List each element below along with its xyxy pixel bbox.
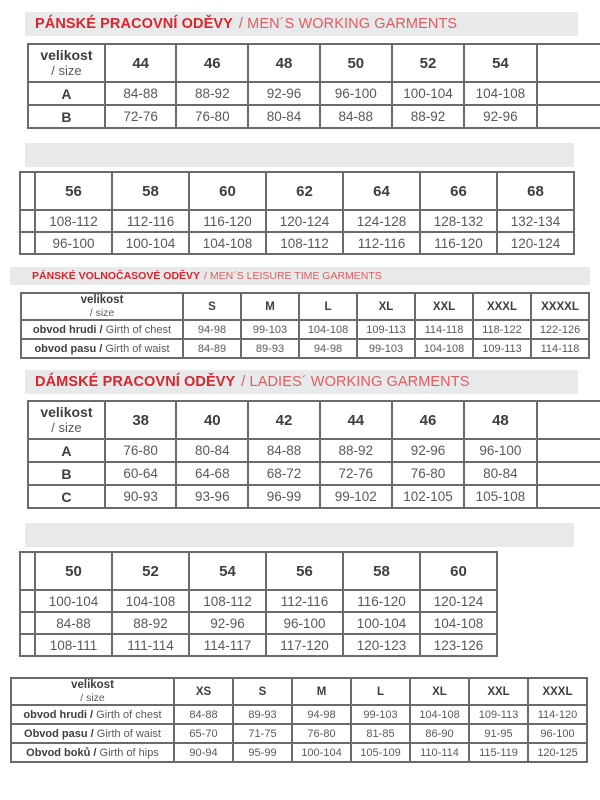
value-cell: 96-100 [266,612,343,634]
heading-english-text: / MEN´S WORKING GARMENTS [238,16,458,32]
value-cell: 108-112 [189,590,266,612]
ladies-letter-sizes-table [10,677,588,763]
value-cell: 104-108 [299,320,357,339]
ladies-working-sizes-table-50-60 [19,551,498,657]
size-header-cell: 42 [248,401,320,439]
value-cell: 124-128 [343,210,420,232]
value-cell: 72-76 [105,105,177,128]
value-cell: 60-64 [105,462,177,485]
value-cell: 102-105 [392,485,464,508]
value-cell: 114-118 [415,320,473,339]
size-header-cell: XXXL [473,293,531,320]
value-cell: 112-116 [266,590,343,612]
value-cell: 84-88 [105,82,177,105]
value-cell: 104-108 [464,82,536,105]
size-header-cell: 56 [35,172,112,210]
value-cell: 96-100 [464,439,536,462]
value-cell: 96-100 [528,724,587,743]
separator-band [25,143,574,167]
row-label-cell: B [28,105,105,128]
value-cell: 100-104 [35,590,112,612]
size-header-cell: XXXXL [531,293,589,320]
value-cell: 90-93 [105,485,177,508]
size-header-cell: M [241,293,299,320]
value-cell: 120-124 [497,232,574,254]
value-cell: 93-96 [176,485,248,508]
cut-cell [20,552,35,590]
size-header-cell: 52 [392,44,464,82]
size-header-cell: 58 [112,172,189,210]
value-cell: 99-102 [320,485,392,508]
table-wrapper [27,400,600,509]
value-cell: 112-116 [343,232,420,254]
value-cell: 108-112 [266,232,343,254]
cut-cell [20,210,35,232]
section-heading-mens-working [25,12,578,36]
cut-cell [537,401,600,439]
heading-czech-text: PÁNSKÉ PRACOVNÍ ODĚVY [35,16,233,32]
value-cell: 104-108 [415,339,473,358]
value-cell: 110-114 [410,743,469,762]
value-cell: 91-95 [469,724,528,743]
value-cell: 116-120 [189,210,266,232]
size-label-corner-cell: velikost / size [28,44,105,82]
size-header-cell: 38 [105,401,177,439]
value-cell: 104-108 [410,705,469,724]
value-cell: 114-120 [528,705,587,724]
size-header-cell: XL [410,678,469,705]
mens-leisure-sizes-table [20,292,590,359]
value-cell: 80-84 [464,462,536,485]
size-header-cell: 40 [176,401,248,439]
value-cell: 100-104 [112,232,189,254]
value-cell: 84-88 [320,105,392,128]
row-label-cell: obvod hrudi / Girth of chest [11,705,174,724]
value-cell: 108-112 [35,210,112,232]
value-cell: 104-108 [112,590,189,612]
heading-czech-text: PÁNSKÉ VOLNOČASOVÉ ODĚVY [32,270,201,282]
value-cell: 120-124 [420,590,497,612]
value-cell: 76-80 [105,439,177,462]
value-cell: 90-94 [174,743,233,762]
size-header-cell: 46 [176,44,248,82]
value-cell: 122-126 [531,320,589,339]
size-header-cell: 54 [464,44,536,82]
heading-english-text: / MEN´S LEISURE TIME GARMENTS [204,270,382,282]
value-cell: 120-123 [343,634,420,656]
size-header-cell: 50 [320,44,392,82]
table-wrapper [10,677,600,763]
separator-band [25,523,574,547]
value-cell: 89-93 [241,339,299,358]
value-cell: 94-98 [299,339,357,358]
value-cell: 88-92 [320,439,392,462]
value-cell: 96-100 [35,232,112,254]
value-cell: 84-88 [35,612,112,634]
row-label-cell: obvod pasu / Girth of waist [21,339,183,358]
value-cell: 123-126 [420,634,497,656]
table-wrapper [19,551,600,657]
value-cell: 88-92 [112,612,189,634]
value-cell: 80-84 [176,439,248,462]
heading-english-text: / LADIES´ WORKING GARMENTS [241,374,470,390]
size-header-cell: S [183,293,241,320]
value-cell: 109-113 [469,705,528,724]
value-cell: 89-93 [233,705,292,724]
row-label-cell: B [28,462,105,485]
row-label-cell: A [28,439,105,462]
size-header-cell: L [351,678,410,705]
row-label-cell: Obvod pasu / Girth of waist [11,724,174,743]
value-cell: 88-92 [176,82,248,105]
size-header-cell: 60 [420,552,497,590]
value-cell: 99-103 [351,705,410,724]
size-header-cell: 62 [266,172,343,210]
value-cell: 65-70 [174,724,233,743]
ladies-working-sizes-table-38-48 [27,400,600,509]
value-cell: 94-98 [183,320,241,339]
cut-cell [20,172,35,210]
value-cell: 112-116 [112,210,189,232]
size-header-cell: 52 [112,552,189,590]
value-cell: 105-108 [464,485,536,508]
size-label-corner-cell: velikost / size [28,401,105,439]
value-cell: 84-88 [248,439,320,462]
cut-cell [537,105,600,128]
value-cell: 100-104 [343,612,420,634]
value-cell: 116-120 [343,590,420,612]
row-label-cell: obvod hrudi / Girth of chest [21,320,183,339]
size-header-cell: L [299,293,357,320]
value-cell: 100-104 [292,743,351,762]
size-header-cell: XL [357,293,415,320]
value-cell: 99-103 [241,320,299,339]
cut-cell [537,44,600,82]
row-label-cell: C [28,485,105,508]
size-header-cell: 58 [343,552,420,590]
size-header-cell: 56 [266,552,343,590]
size-header-cell: S [233,678,292,705]
size-label-corner-cell: velikost / size [21,293,183,320]
size-header-cell: 44 [105,44,177,82]
value-cell: 116-120 [420,232,497,254]
value-cell: 64-68 [176,462,248,485]
value-cell: 95-99 [233,743,292,762]
mens-working-sizes-table-56-68 [19,171,575,255]
cut-cell [537,439,600,462]
value-cell: 80-84 [248,105,320,128]
value-cell: 115-119 [469,743,528,762]
row-label-cell: Obvod boků / Girth of hips [11,743,174,762]
value-cell: 96-100 [320,82,392,105]
cut-cell [537,462,600,485]
section-heading-ladies-working [25,370,578,394]
value-cell: 100-104 [392,82,464,105]
value-cell: 109-113 [357,320,415,339]
value-cell: 76-80 [176,105,248,128]
value-cell: 76-80 [292,724,351,743]
value-cell: 114-118 [531,339,589,358]
size-header-cell: 50 [35,552,112,590]
value-cell: 111-114 [112,634,189,656]
size-header-cell: M [292,678,351,705]
value-cell: 120-125 [528,743,587,762]
value-cell: 108-111 [35,634,112,656]
value-cell: 81-85 [351,724,410,743]
value-cell: 132-134 [497,210,574,232]
value-cell: 92-96 [392,439,464,462]
heading-czech-text: DÁMSKÉ PRACOVNÍ ODĚVY [35,374,236,390]
cut-cell [20,232,35,254]
size-header-cell: 44 [320,401,392,439]
cut-cell [537,82,600,105]
value-cell: 92-96 [464,105,536,128]
cut-cell [20,634,35,656]
value-cell: 99-103 [357,339,415,358]
table-wrapper [27,43,600,129]
value-cell: 88-92 [392,105,464,128]
value-cell: 92-96 [189,612,266,634]
row-label-cell: A [28,82,105,105]
size-header-cell: 46 [392,401,464,439]
table-wrapper [19,171,600,255]
size-header-cell: XXL [469,678,528,705]
size-header-cell: XXXL [528,678,587,705]
size-header-cell: 54 [189,552,266,590]
size-header-cell: 64 [343,172,420,210]
size-header-cell: 48 [248,44,320,82]
value-cell: 114-117 [189,634,266,656]
size-header-cell: 60 [189,172,266,210]
cut-cell [537,485,600,508]
value-cell: 86-90 [410,724,469,743]
value-cell: 96-99 [248,485,320,508]
value-cell: 118-122 [473,320,531,339]
value-cell: 68-72 [248,462,320,485]
value-cell: 109-113 [473,339,531,358]
size-header-cell: 48 [464,401,536,439]
value-cell: 120-124 [266,210,343,232]
value-cell: 105-109 [351,743,410,762]
value-cell: 72-76 [320,462,392,485]
value-cell: 92-96 [248,82,320,105]
value-cell: 128-132 [420,210,497,232]
cut-cell [20,590,35,612]
table-wrapper [20,292,600,359]
value-cell: 76-80 [392,462,464,485]
size-header-cell: 66 [420,172,497,210]
value-cell: 104-108 [420,612,497,634]
value-cell: 84-88 [174,705,233,724]
value-cell: 84-89 [183,339,241,358]
size-label-corner-cell: velikost / size [11,678,174,705]
size-header-cell: XS [174,678,233,705]
value-cell: 117-120 [266,634,343,656]
mens-working-sizes-table-44-54 [27,43,600,129]
size-header-cell: XXL [415,293,473,320]
size-header-cell: 68 [497,172,574,210]
section-heading-mens-leisure [10,267,590,285]
value-cell: 71-75 [233,724,292,743]
cut-cell [20,612,35,634]
value-cell: 94-98 [292,705,351,724]
value-cell: 104-108 [189,232,266,254]
